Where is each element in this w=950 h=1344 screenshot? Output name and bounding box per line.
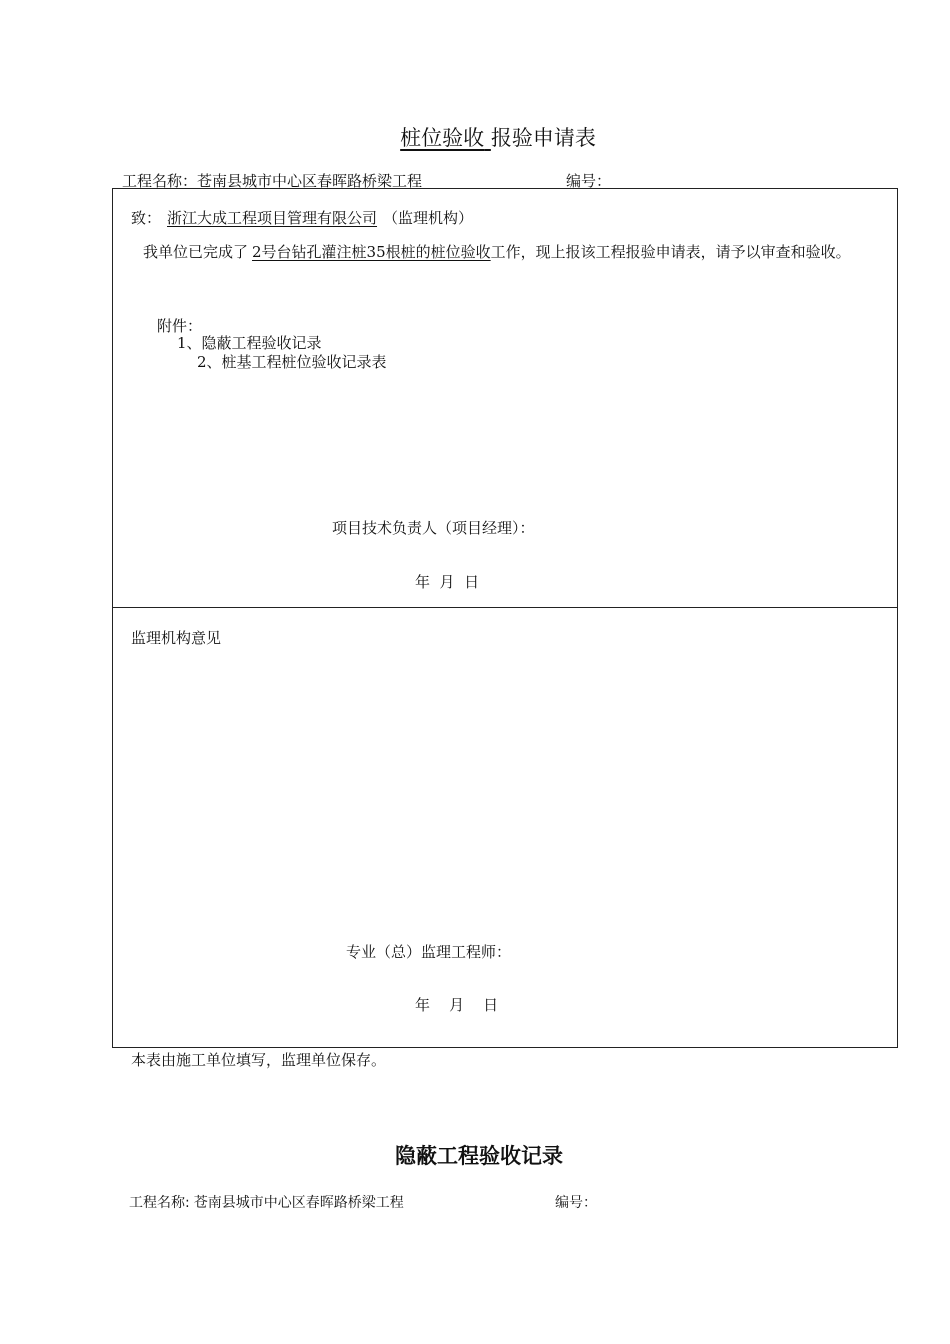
- addressee-suffix: （监理机构）: [383, 209, 474, 227]
- date-field-1: 年 月 日: [415, 573, 480, 591]
- form2-project-row: [129, 1192, 404, 1212]
- project-manager-signature: 项目技术负责人（项目经理）：: [332, 519, 535, 537]
- addressee-label: 致：: [131, 209, 162, 227]
- supervision-opinion-label: 监理机构意见: [131, 629, 222, 647]
- footnote: 本表由施工单位填写，监理单位保存。: [131, 1051, 387, 1069]
- attachments-label: 附件：: [157, 317, 203, 335]
- project-name-label: 工程名称：: [122, 172, 198, 190]
- number-label: 编号：: [566, 172, 612, 190]
- supervisor-signature: 专业（总）监理工程师：: [346, 943, 512, 961]
- form-table: [112, 188, 898, 1048]
- form2-number-label: 编号：: [555, 1195, 597, 1211]
- addressee-org: 浙江大成工程项目管理有限公司: [167, 209, 378, 227]
- body-work: 2号台钻孔灌注桩35根桩的桩位验收: [252, 243, 491, 261]
- project-name-value: 苍南县城市中心区春晖路桥梁工程: [197, 172, 423, 190]
- body-suffix: 工作，现上报该工程报验申请表，请予以审查和验收。: [490, 243, 851, 261]
- form-title: [0, 122, 950, 152]
- date-field-2: 年 月 日: [415, 996, 499, 1014]
- section-divider: [113, 607, 897, 608]
- form2-project-value: 苍南县城市中心区春晖路桥梁工程: [193, 1195, 404, 1211]
- attachment-item-1: 1、隐蔽工程验收记录: [177, 334, 322, 352]
- form-title-part1: 桩位验收: [400, 126, 485, 150]
- application-body: [122, 243, 892, 262]
- addressee-row: [131, 207, 473, 228]
- form-title-part2: 报验申请表: [490, 126, 596, 150]
- form2-project-label: 工程名称:: [129, 1195, 190, 1211]
- attachment-item-2: 2、桩基工程桩位验收记录表: [197, 353, 387, 371]
- body-prefix: 我单位已完成了: [143, 243, 249, 261]
- form2-title: 隐蔽工程验收记录: [395, 1144, 563, 1168]
